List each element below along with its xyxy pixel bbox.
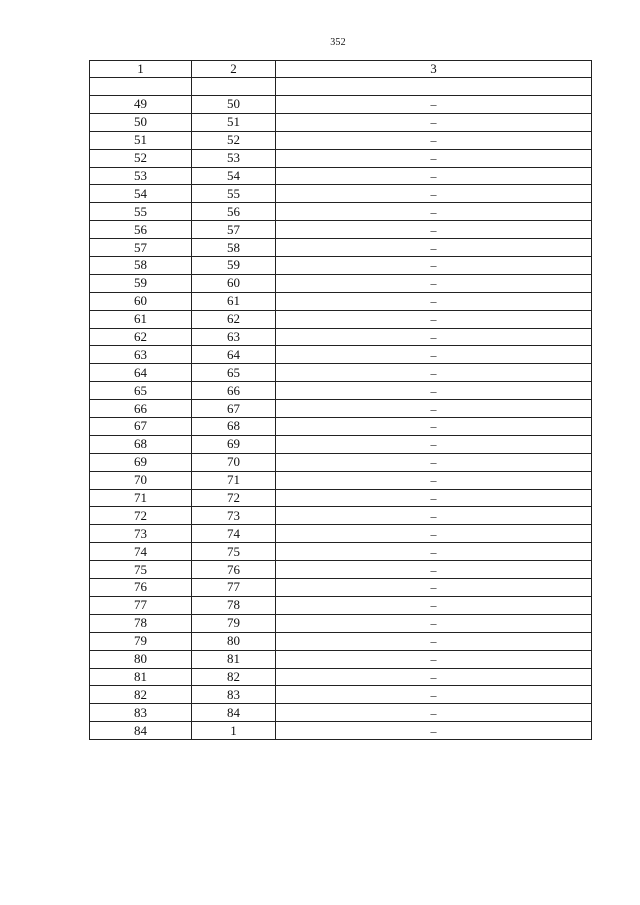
cell-col-2: 60	[192, 274, 276, 292]
table-row	[90, 239, 592, 257]
table-row	[90, 650, 592, 668]
table-row	[90, 489, 592, 507]
cell-col-3: –	[276, 596, 592, 614]
table-row	[90, 310, 592, 328]
table-row	[90, 221, 592, 239]
cell-col-3: –	[276, 203, 592, 221]
cell-col-3: –	[276, 471, 592, 489]
cell-col-3: –	[276, 507, 592, 525]
cell-col-3: –	[276, 346, 592, 364]
cell-col-3: –	[276, 185, 592, 203]
cell-col-2: 64	[192, 346, 276, 364]
cell-col-2: 68	[192, 418, 276, 436]
cell-col-2: 1	[192, 722, 276, 740]
cell-col-1: 73	[90, 525, 192, 543]
cell-col-1: 57	[90, 239, 192, 257]
cell-col-1: 60	[90, 292, 192, 310]
cell-col-2: 71	[192, 471, 276, 489]
table-row	[90, 364, 592, 382]
cell-col-2: 66	[192, 382, 276, 400]
cell-col-2: 67	[192, 400, 276, 418]
cell-col-3: –	[276, 113, 592, 131]
cell-col-1: 84	[90, 722, 192, 740]
cell-col-1: 80	[90, 650, 192, 668]
cell-col-2: 82	[192, 668, 276, 686]
table-row	[90, 292, 592, 310]
table-row	[90, 435, 592, 453]
cell-col-3: –	[276, 328, 592, 346]
cell-col-1: 79	[90, 632, 192, 650]
table-row	[90, 686, 592, 704]
cell-col-2: 61	[192, 292, 276, 310]
empty-cell	[90, 78, 192, 96]
cell-col-3: –	[276, 435, 592, 453]
cell-col-3: –	[276, 453, 592, 471]
cell-col-1: 53	[90, 167, 192, 185]
cell-col-1: 55	[90, 203, 192, 221]
cell-col-1: 50	[90, 113, 192, 131]
cell-col-1: 83	[90, 704, 192, 722]
cell-col-3: –	[276, 704, 592, 722]
cell-col-2: 52	[192, 131, 276, 149]
empty-row	[90, 78, 592, 96]
cell-col-2: 69	[192, 435, 276, 453]
cell-col-1: 67	[90, 418, 192, 436]
table-body	[90, 78, 592, 740]
data-table	[89, 60, 592, 740]
cell-col-3: –	[276, 650, 592, 668]
table-row	[90, 185, 592, 203]
table-row	[90, 113, 592, 131]
cell-col-2: 80	[192, 632, 276, 650]
cell-col-2: 57	[192, 221, 276, 239]
table-row	[90, 453, 592, 471]
cell-col-1: 61	[90, 310, 192, 328]
table-row	[90, 507, 592, 525]
table-row	[90, 561, 592, 579]
page-number: 352	[330, 37, 346, 48]
cell-col-2: 63	[192, 328, 276, 346]
cell-col-3: –	[276, 543, 592, 561]
header-row	[90, 61, 592, 78]
cell-col-2: 50	[192, 96, 276, 114]
cell-col-3: –	[276, 131, 592, 149]
table-row	[90, 722, 592, 740]
cell-col-3: –	[276, 96, 592, 114]
table-row	[90, 257, 592, 275]
cell-col-1: 51	[90, 131, 192, 149]
cell-col-2: 73	[192, 507, 276, 525]
table-row	[90, 328, 592, 346]
cell-col-3: –	[276, 525, 592, 543]
column-header-2: 2	[192, 61, 276, 78]
cell-col-2: 56	[192, 203, 276, 221]
cell-col-2: 70	[192, 453, 276, 471]
table-row	[90, 418, 592, 436]
table-row	[90, 131, 592, 149]
cell-col-1: 68	[90, 435, 192, 453]
cell-col-1: 65	[90, 382, 192, 400]
cell-col-3: –	[276, 274, 592, 292]
cell-col-2: 77	[192, 579, 276, 597]
table-row	[90, 346, 592, 364]
cell-col-3: –	[276, 668, 592, 686]
cell-col-1: 69	[90, 453, 192, 471]
column-header-3: 3	[276, 61, 592, 78]
cell-col-3: –	[276, 614, 592, 632]
table-row	[90, 668, 592, 686]
cell-col-3: –	[276, 364, 592, 382]
table-row	[90, 149, 592, 167]
cell-col-3: –	[276, 579, 592, 597]
cell-col-3: –	[276, 418, 592, 436]
cell-col-3: –	[276, 400, 592, 418]
column-header-1: 1	[90, 61, 192, 78]
cell-col-1: 76	[90, 579, 192, 597]
cell-col-2: 65	[192, 364, 276, 382]
empty-cell	[276, 78, 592, 96]
cell-col-1: 49	[90, 96, 192, 114]
cell-col-3: –	[276, 310, 592, 328]
table-row	[90, 632, 592, 650]
cell-col-1: 64	[90, 364, 192, 382]
cell-col-3: –	[276, 257, 592, 275]
cell-col-2: 83	[192, 686, 276, 704]
table-row	[90, 704, 592, 722]
cell-col-2: 62	[192, 310, 276, 328]
table-row	[90, 596, 592, 614]
table-row	[90, 400, 592, 418]
cell-col-1: 72	[90, 507, 192, 525]
cell-col-1: 82	[90, 686, 192, 704]
cell-col-3: –	[276, 382, 592, 400]
cell-col-1: 58	[90, 257, 192, 275]
table-row	[90, 274, 592, 292]
cell-col-1: 54	[90, 185, 192, 203]
cell-col-2: 78	[192, 596, 276, 614]
cell-col-3: –	[276, 686, 592, 704]
cell-col-1: 74	[90, 543, 192, 561]
table-header	[90, 61, 592, 78]
cell-col-2: 81	[192, 650, 276, 668]
cell-col-2: 84	[192, 704, 276, 722]
cell-col-3: –	[276, 489, 592, 507]
cell-col-2: 76	[192, 561, 276, 579]
cell-col-1: 59	[90, 274, 192, 292]
table-row	[90, 96, 592, 114]
cell-col-3: –	[276, 149, 592, 167]
cell-col-2: 54	[192, 167, 276, 185]
cell-col-3: –	[276, 722, 592, 740]
cell-col-3: –	[276, 167, 592, 185]
cell-col-2: 72	[192, 489, 276, 507]
table-row	[90, 525, 592, 543]
cell-col-2: 51	[192, 113, 276, 131]
cell-col-1: 62	[90, 328, 192, 346]
empty-cell	[192, 78, 276, 96]
cell-col-1: 75	[90, 561, 192, 579]
cell-col-2: 59	[192, 257, 276, 275]
cell-col-1: 70	[90, 471, 192, 489]
cell-col-3: –	[276, 632, 592, 650]
cell-col-2: 58	[192, 239, 276, 257]
table-row	[90, 579, 592, 597]
cell-col-2: 55	[192, 185, 276, 203]
cell-col-2: 53	[192, 149, 276, 167]
cell-col-2: 79	[192, 614, 276, 632]
cell-col-1: 71	[90, 489, 192, 507]
cell-col-2: 74	[192, 525, 276, 543]
table-row	[90, 382, 592, 400]
cell-col-1: 63	[90, 346, 192, 364]
table-row	[90, 203, 592, 221]
cell-col-3: –	[276, 292, 592, 310]
cell-col-3: –	[276, 239, 592, 257]
cell-col-1: 66	[90, 400, 192, 418]
table-row	[90, 614, 592, 632]
table-row	[90, 543, 592, 561]
cell-col-2: 75	[192, 543, 276, 561]
table-row	[90, 471, 592, 489]
cell-col-1: 56	[90, 221, 192, 239]
cell-col-1: 77	[90, 596, 192, 614]
cell-col-1: 52	[90, 149, 192, 167]
cell-col-3: –	[276, 561, 592, 579]
cell-col-1: 81	[90, 668, 192, 686]
cell-col-3: –	[276, 221, 592, 239]
table-row	[90, 167, 592, 185]
cell-col-1: 78	[90, 614, 192, 632]
